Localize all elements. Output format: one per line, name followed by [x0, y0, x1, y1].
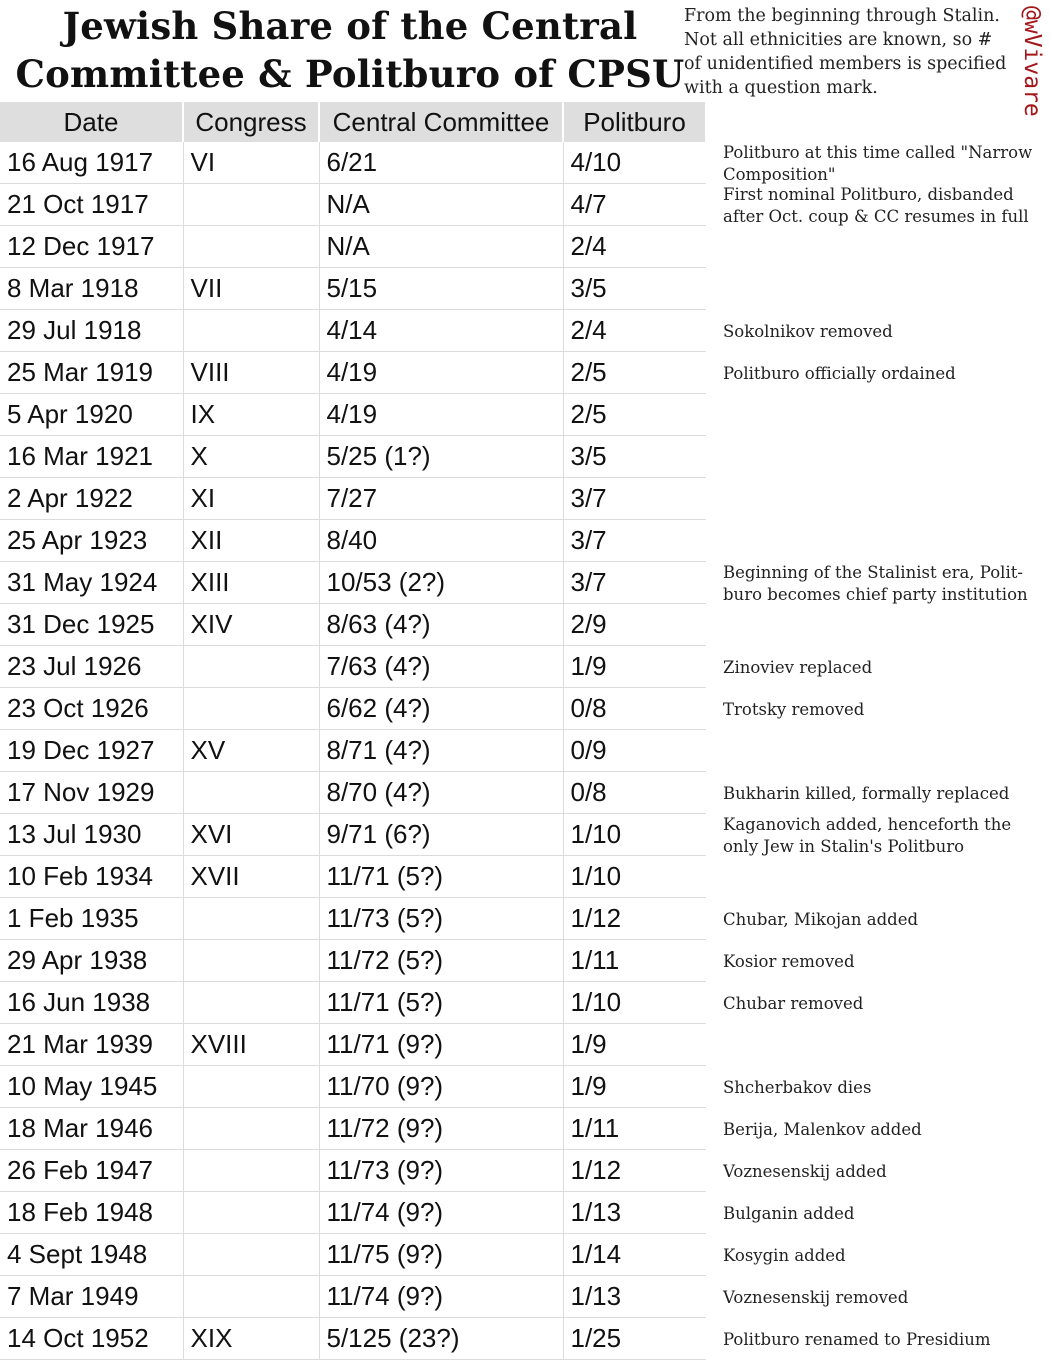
congress-cell [183, 772, 319, 814]
table-row [0, 1318, 706, 1360]
politburo-cell: 2/5 [563, 352, 706, 394]
central-committee-cell: 11/71 (9?) [319, 1024, 563, 1066]
table-row [0, 1276, 706, 1318]
congress-cell: XVII [183, 856, 319, 898]
date-cell: 4 Sept 1948 [0, 1234, 183, 1276]
politburo-cell: 1/25 [563, 1318, 706, 1360]
politburo-cell: 0/9 [563, 730, 706, 772]
date-cell: 21 Mar 1939 [0, 1024, 183, 1066]
congress-cell [183, 226, 319, 268]
politburo-cell: 1/10 [563, 856, 706, 898]
row-note: Kosior removed [723, 952, 855, 971]
row-note: Berija, Malenkov added [723, 1120, 922, 1139]
row-note [723, 395, 1043, 437]
table-row [0, 982, 706, 1024]
congress-cell: XVI [183, 814, 319, 856]
date-cell: 26 Feb 1947 [0, 1150, 183, 1192]
central-committee-cell: 11/73 (9?) [319, 1150, 563, 1192]
row-note [723, 437, 1043, 479]
date-cell: 17 Nov 1929 [0, 772, 183, 814]
table-row [0, 1150, 706, 1192]
table-row [0, 310, 706, 352]
central-committee-cell: 5/15 [319, 268, 563, 310]
politburo-cell: 1/12 [563, 1150, 706, 1192]
table-row [0, 898, 706, 940]
central-committee-cell: 11/72 (5?) [319, 940, 563, 982]
politburo-cell: 3/7 [563, 478, 706, 520]
congress-cell: XI [183, 478, 319, 520]
central-committee-cell: 11/74 (9?) [319, 1276, 563, 1318]
title-line-2: Committee & Politburo of CPSU [15, 52, 685, 96]
congress-cell [183, 1066, 319, 1108]
table-row [0, 940, 706, 982]
date-cell: 5 Apr 1920 [0, 394, 183, 436]
page-title [0, 2, 700, 98]
congress-cell [183, 982, 319, 1024]
row-note [723, 521, 1043, 563]
congress-cell [183, 940, 319, 982]
author-handle: @wVivare [1019, 6, 1045, 117]
central-committee-cell: 11/75 (9?) [319, 1234, 563, 1276]
table-row [0, 394, 706, 436]
congress-cell: IX [183, 394, 319, 436]
central-committee-cell: 11/72 (9?) [319, 1108, 563, 1150]
date-cell: 1 Feb 1935 [0, 898, 183, 940]
central-committee-cell: 7/27 [319, 478, 563, 520]
politburo-cell: 3/7 [563, 562, 706, 604]
politburo-cell: 2/9 [563, 604, 706, 646]
congress-cell [183, 1192, 319, 1234]
date-cell: 23 Oct 1926 [0, 688, 183, 730]
row-note: Kaganovich added, henceforth the only Jew in Stalin's Politburo [723, 815, 1012, 856]
row-note: Chubar removed [723, 994, 864, 1013]
row-note: Politburo officially ordained [723, 364, 956, 383]
congress-cell: VIII [183, 352, 319, 394]
date-cell: 31 May 1924 [0, 562, 183, 604]
table-header-row [0, 102, 706, 142]
politburo-cell: 1/10 [563, 982, 706, 1024]
table-row [0, 604, 706, 646]
politburo-cell: 1/11 [563, 940, 706, 982]
row-note: Bukharin killed, formally replaced [723, 784, 1010, 803]
central-committee-cell: 8/71 (4?) [319, 730, 563, 772]
table-row [0, 856, 706, 898]
row-note [723, 269, 1043, 311]
congress-cell [183, 1276, 319, 1318]
date-cell: 16 Mar 1921 [0, 436, 183, 478]
title-line-1: Jewish Share of the Central [62, 4, 638, 48]
central-committee-cell: 4/19 [319, 394, 563, 436]
date-cell: 29 Jul 1918 [0, 310, 183, 352]
row-note: Voznesenskij added [723, 1162, 887, 1181]
row-note [723, 731, 1043, 773]
politburo-cell: 1/10 [563, 814, 706, 856]
row-note: Voznesenskij removed [723, 1288, 909, 1307]
row-note: Zinoviev replaced [723, 658, 873, 677]
central-committee-cell: N/A [319, 184, 563, 226]
table-row [0, 1066, 706, 1108]
congress-cell: XII [183, 520, 319, 562]
politburo-cell: 1/13 [563, 1276, 706, 1318]
row-note: Beginning of the Stalinist era, Polit- buro becomes chief party institution [723, 563, 1028, 604]
row-notes [723, 143, 1043, 1361]
data-table [0, 102, 707, 1360]
row-note: Politburo at this time called "Narrow Composition" [723, 143, 1033, 184]
table-row [0, 520, 706, 562]
table-row [0, 436, 706, 478]
table-row [0, 226, 706, 268]
central-committee-cell: 11/70 (9?) [319, 1066, 563, 1108]
congress-cell [183, 1108, 319, 1150]
central-committee-cell: 10/53 (2?) [319, 562, 563, 604]
politburo-cell: 1/9 [563, 1066, 706, 1108]
table-row [0, 1192, 706, 1234]
central-committee-cell: 11/73 (5?) [319, 898, 563, 940]
date-cell: 23 Jul 1926 [0, 646, 183, 688]
central-committee-cell: 4/14 [319, 310, 563, 352]
politburo-cell: 0/8 [563, 772, 706, 814]
congress-cell: X [183, 436, 319, 478]
row-note: Chubar, Mikojan added [723, 910, 919, 929]
politburo-cell: 1/9 [563, 646, 706, 688]
date-cell: 25 Apr 1923 [0, 520, 183, 562]
congress-cell: VI [183, 142, 319, 184]
row-note [723, 227, 1043, 269]
table-row [0, 814, 706, 856]
date-cell: 2 Apr 1922 [0, 478, 183, 520]
congress-cell [183, 184, 319, 226]
congress-cell: VII [183, 268, 319, 310]
table-row [0, 1024, 706, 1066]
congress-cell [183, 1234, 319, 1276]
date-cell: 18 Feb 1948 [0, 1192, 183, 1234]
table-row [0, 646, 706, 688]
central-committee-cell: 9/71 (6?) [319, 814, 563, 856]
table-row [0, 352, 706, 394]
table-row [0, 184, 706, 226]
central-committee-cell: 6/21 [319, 142, 563, 184]
date-cell: 16 Jun 1938 [0, 982, 183, 1024]
congress-cell: XIV [183, 604, 319, 646]
congress-cell: XV [183, 730, 319, 772]
date-cell: 21 Oct 1917 [0, 184, 183, 226]
politburo-cell: 1/14 [563, 1234, 706, 1276]
column-header-date: Date [0, 102, 183, 142]
central-committee-cell: 11/74 (9?) [319, 1192, 563, 1234]
column-header-congress: Congress [183, 102, 319, 142]
congress-cell: XIII [183, 562, 319, 604]
central-committee-cell: 5/25 (1?) [319, 436, 563, 478]
table-row [0, 142, 706, 184]
date-cell: 18 Mar 1946 [0, 1108, 183, 1150]
politburo-cell: 2/4 [563, 226, 706, 268]
central-committee-cell: 11/71 (5?) [319, 856, 563, 898]
central-committee-cell: 8/70 (4?) [319, 772, 563, 814]
congress-cell: XVIII [183, 1024, 319, 1066]
politburo-cell: 3/7 [563, 520, 706, 562]
politburo-cell: 2/5 [563, 394, 706, 436]
row-note: Kosygin added [723, 1246, 846, 1265]
politburo-cell: 2/4 [563, 310, 706, 352]
table-row [0, 562, 706, 604]
date-cell: 31 Dec 1925 [0, 604, 183, 646]
congress-cell: XIX [183, 1318, 319, 1360]
politburo-cell: 3/5 [563, 436, 706, 478]
politburo-cell: 4/7 [563, 184, 706, 226]
date-cell: 10 Feb 1934 [0, 856, 183, 898]
date-cell: 14 Oct 1952 [0, 1318, 183, 1360]
row-note: Bulganin added [723, 1204, 855, 1223]
politburo-cell: 0/8 [563, 688, 706, 730]
row-note: First nominal Politburo, disbanded after Oct. coup & CC resumes in full [723, 185, 1029, 226]
date-cell: 10 May 1945 [0, 1066, 183, 1108]
central-committee-cell: 8/40 [319, 520, 563, 562]
table-row [0, 688, 706, 730]
row-note: Trotsky removed [723, 700, 865, 719]
date-cell: 25 Mar 1919 [0, 352, 183, 394]
congress-cell [183, 310, 319, 352]
central-committee-cell: 4/19 [319, 352, 563, 394]
central-committee-cell: 11/71 (5?) [319, 982, 563, 1024]
table-body [0, 142, 706, 1360]
central-committee-cell: N/A [319, 226, 563, 268]
central-committee-cell: 8/63 (4?) [319, 604, 563, 646]
central-committee-cell: 5/125 (23?) [319, 1318, 563, 1360]
congress-cell [183, 646, 319, 688]
central-committee-cell: 7/63 (4?) [319, 646, 563, 688]
row-note: Sokolnikov removed [723, 322, 893, 341]
central-committee-cell: 6/62 (4?) [319, 688, 563, 730]
table-row [0, 730, 706, 772]
date-cell: 16 Aug 1917 [0, 142, 183, 184]
politburo-cell: 1/12 [563, 898, 706, 940]
table-row [0, 478, 706, 520]
politburo-cell: 1/13 [563, 1192, 706, 1234]
table-row [0, 772, 706, 814]
row-note: Shcherbakov dies [723, 1078, 872, 1097]
intro-note: From the beginning through Stalin. Not all ethnicities are known, so # of unidentified members is specified with a question mark. [684, 6, 1007, 98]
politburo-cell: 1/11 [563, 1108, 706, 1150]
date-cell: 8 Mar 1918 [0, 268, 183, 310]
politburo-cell: 3/5 [563, 268, 706, 310]
column-header-politburo: Politburo [563, 102, 706, 142]
row-note [723, 857, 1043, 899]
table-row [0, 1234, 706, 1276]
date-cell: 29 Apr 1938 [0, 940, 183, 982]
row-note [723, 1025, 1043, 1067]
column-header-central-committee: Central Committee [319, 102, 563, 142]
politburo-cell: 1/9 [563, 1024, 706, 1066]
date-cell: 19 Dec 1927 [0, 730, 183, 772]
row-note [723, 479, 1043, 521]
date-cell: 12 Dec 1917 [0, 226, 183, 268]
row-note: Politburo renamed to Presidium [723, 1330, 991, 1349]
congress-cell [183, 1150, 319, 1192]
date-cell: 7 Mar 1949 [0, 1276, 183, 1318]
congress-cell [183, 688, 319, 730]
congress-cell [183, 898, 319, 940]
date-cell: 13 Jul 1930 [0, 814, 183, 856]
table-row [0, 1108, 706, 1150]
politburo-cell: 4/10 [563, 142, 706, 184]
table-row [0, 268, 706, 310]
row-note [723, 605, 1043, 647]
